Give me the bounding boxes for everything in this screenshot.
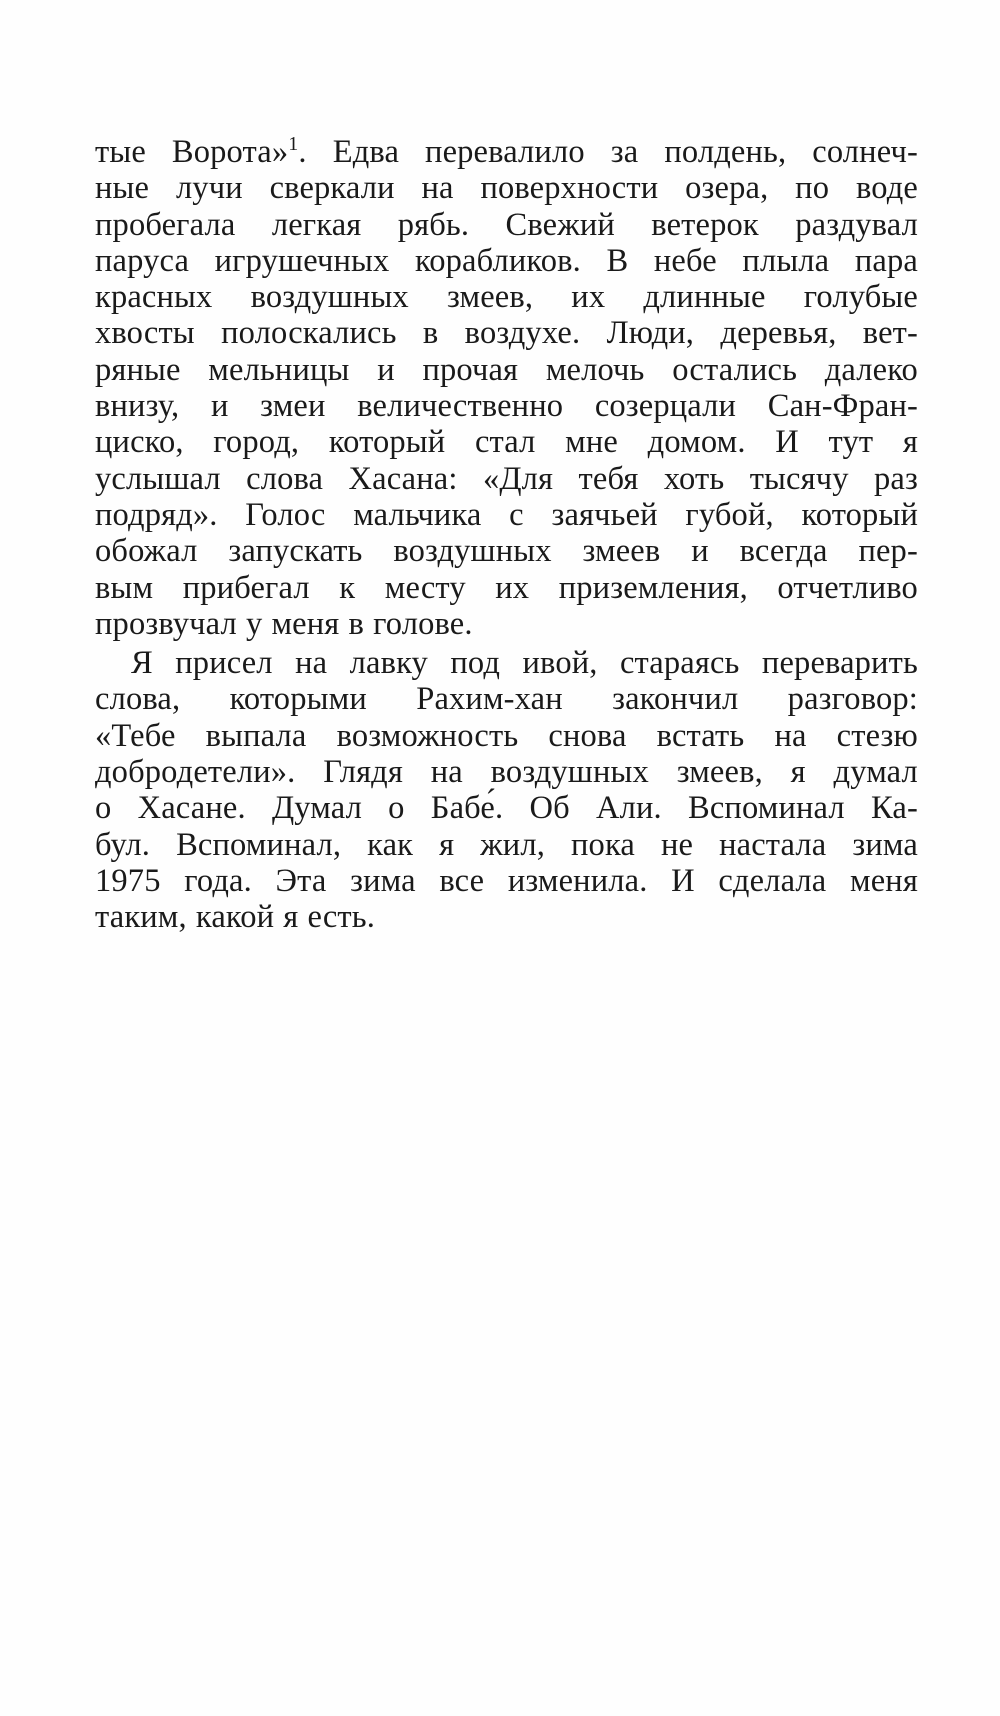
word: таким, bbox=[95, 899, 187, 936]
text-line bbox=[95, 570, 918, 606]
text-line bbox=[95, 827, 918, 863]
word: стал bbox=[474, 424, 536, 461]
word: выпала bbox=[205, 717, 307, 754]
text-line bbox=[95, 863, 918, 899]
word: встать bbox=[656, 717, 745, 754]
word: раз bbox=[874, 460, 918, 497]
text-line bbox=[95, 533, 918, 569]
word: в bbox=[422, 315, 439, 352]
word: с bbox=[509, 496, 524, 533]
word: Об bbox=[529, 790, 570, 827]
word: хвосты bbox=[95, 315, 195, 352]
word: все bbox=[439, 862, 485, 899]
word: губой, bbox=[685, 496, 774, 533]
word: обожал bbox=[95, 533, 198, 570]
word: воздушных bbox=[250, 279, 409, 316]
word: меня bbox=[850, 862, 918, 899]
text-line bbox=[95, 497, 918, 533]
word: Бабе́. bbox=[430, 790, 504, 827]
word: как bbox=[367, 826, 414, 863]
word: ные bbox=[95, 170, 150, 207]
word: рябь. bbox=[397, 206, 470, 243]
word: который bbox=[801, 496, 918, 533]
word: красных bbox=[95, 279, 213, 316]
word: величественно bbox=[357, 388, 564, 425]
text-line bbox=[95, 645, 918, 681]
bleed-through-ghost-text bbox=[450, 1005, 458, 1039]
word: воздушных bbox=[393, 533, 552, 570]
word: В bbox=[606, 242, 629, 279]
word: заячьей bbox=[551, 496, 658, 533]
word: пока bbox=[571, 826, 635, 863]
word: Голос bbox=[245, 496, 326, 533]
word: ветерок bbox=[651, 206, 759, 243]
footnote-marker: 1 bbox=[288, 133, 299, 155]
word: пара bbox=[854, 242, 918, 279]
word: солнеч- bbox=[812, 134, 918, 170]
word: ивой, bbox=[522, 645, 598, 682]
word: созерцали bbox=[594, 388, 737, 425]
word: сделала bbox=[718, 862, 827, 899]
word: изменила. bbox=[507, 862, 648, 899]
word: корабликов. bbox=[414, 242, 581, 279]
text-line bbox=[95, 899, 918, 935]
text-line bbox=[95, 754, 918, 790]
word: на bbox=[421, 170, 454, 207]
book-page-text bbox=[95, 134, 918, 936]
word: переварить bbox=[761, 645, 918, 682]
word: зима bbox=[350, 862, 416, 899]
word: за bbox=[610, 134, 639, 170]
word: Сан-Фран- bbox=[767, 388, 918, 425]
word: на bbox=[774, 717, 807, 754]
word: прочая bbox=[422, 351, 519, 388]
text-line bbox=[95, 718, 918, 754]
text-line bbox=[95, 606, 918, 642]
word: отчетливо bbox=[777, 569, 918, 606]
word: пер- bbox=[858, 533, 918, 570]
word: Эта bbox=[275, 862, 327, 899]
text-line bbox=[95, 681, 918, 717]
word: Думал bbox=[271, 790, 362, 827]
word: перевалило bbox=[425, 134, 585, 170]
word: далеко bbox=[824, 351, 918, 388]
word: полдень, bbox=[664, 134, 787, 170]
word: на bbox=[430, 754, 463, 791]
word: озера, bbox=[685, 170, 769, 207]
word: мельницы bbox=[208, 351, 350, 388]
word: и bbox=[210, 388, 229, 425]
word: длинные bbox=[643, 279, 766, 316]
word: Рахим-хан bbox=[416, 681, 563, 718]
word: паруса bbox=[95, 242, 190, 279]
word: тые bbox=[95, 134, 146, 170]
word: Али. bbox=[596, 790, 662, 827]
word: воздушных bbox=[490, 754, 649, 791]
word: Ворота»$^1$. bbox=[171, 133, 307, 170]
word: змеев bbox=[582, 533, 661, 570]
word: стараясь bbox=[619, 645, 740, 682]
word: о bbox=[388, 790, 405, 827]
word: Едва bbox=[332, 134, 400, 170]
word: бул. bbox=[95, 826, 151, 863]
word: о bbox=[95, 790, 112, 827]
word: хоть bbox=[663, 460, 725, 497]
word: легкая bbox=[271, 206, 362, 243]
word: сверкали bbox=[269, 170, 395, 207]
text-line bbox=[95, 315, 918, 351]
word: закончил bbox=[612, 681, 739, 718]
word: Хасане. bbox=[137, 790, 246, 827]
text-line bbox=[95, 352, 918, 388]
text-line bbox=[95, 279, 918, 315]
word: слова bbox=[246, 460, 324, 497]
word: ряные bbox=[95, 351, 181, 388]
word: присел bbox=[175, 645, 273, 682]
word: И bbox=[671, 862, 695, 899]
word: и bbox=[377, 351, 395, 388]
word: Люди, bbox=[606, 315, 695, 352]
word: вым bbox=[95, 569, 154, 606]
text-line bbox=[95, 207, 918, 243]
word: меня bbox=[271, 605, 340, 642]
word: настала bbox=[719, 826, 827, 863]
word: змеев, bbox=[676, 754, 763, 791]
word: 1975 bbox=[95, 862, 161, 899]
word: город, bbox=[213, 424, 300, 461]
word: какой bbox=[195, 899, 275, 936]
word: деревья, bbox=[720, 315, 837, 352]
word: приземления, bbox=[558, 569, 748, 606]
word: домом. bbox=[647, 424, 746, 461]
text-line bbox=[95, 424, 918, 460]
word: небе bbox=[653, 242, 717, 279]
word: возможность bbox=[336, 717, 519, 754]
word: на bbox=[295, 645, 328, 682]
word: воздухе. bbox=[464, 315, 581, 352]
word: запускать bbox=[228, 533, 363, 570]
word: добродетели». bbox=[95, 754, 296, 791]
word: не bbox=[660, 826, 694, 863]
word: лавку bbox=[349, 645, 428, 682]
word: всегда bbox=[739, 533, 828, 570]
word: я bbox=[283, 899, 299, 936]
text-line bbox=[95, 170, 918, 206]
paragraph bbox=[95, 134, 918, 642]
word: игрушечных bbox=[214, 242, 390, 279]
text-line bbox=[95, 134, 918, 170]
word: услышал bbox=[95, 460, 221, 497]
word: полоскались bbox=[221, 315, 397, 352]
word: жил, bbox=[480, 826, 545, 863]
word: остались bbox=[672, 351, 798, 388]
word: Хасана: bbox=[348, 460, 458, 497]
word: плыла bbox=[742, 242, 830, 279]
word: Свежий bbox=[505, 206, 615, 243]
word: пробегала bbox=[95, 206, 236, 243]
word: к bbox=[339, 569, 356, 606]
word: слова, bbox=[95, 681, 181, 718]
word: мальчика bbox=[353, 496, 482, 533]
word: я bbox=[902, 424, 918, 461]
word: раздувал bbox=[795, 206, 918, 243]
word: прибегал bbox=[182, 569, 310, 606]
text-line bbox=[95, 243, 918, 279]
word: в bbox=[348, 605, 364, 642]
text-line bbox=[95, 790, 918, 826]
word: разговор: bbox=[787, 681, 918, 718]
word: подряд». bbox=[95, 496, 218, 533]
word: стезю bbox=[836, 717, 918, 754]
word: тебя bbox=[578, 460, 639, 497]
word: змеев, bbox=[446, 279, 534, 316]
word: «Для bbox=[482, 460, 554, 497]
word: лучи bbox=[175, 170, 243, 207]
word: года. bbox=[184, 862, 252, 899]
word: их bbox=[571, 279, 606, 316]
paragraph bbox=[95, 645, 918, 935]
text-line bbox=[95, 461, 918, 497]
word: тут bbox=[828, 424, 874, 461]
word: думал bbox=[833, 754, 918, 791]
word: зима bbox=[852, 826, 918, 863]
word: по bbox=[795, 170, 830, 207]
text-line bbox=[95, 388, 918, 424]
word: который bbox=[328, 424, 446, 461]
word: которыми bbox=[229, 681, 367, 718]
word: под bbox=[450, 645, 501, 682]
word: Я bbox=[131, 645, 153, 682]
word: у bbox=[245, 605, 263, 642]
word: есть. bbox=[307, 899, 376, 936]
word: Глядя bbox=[323, 754, 403, 791]
word: я bbox=[790, 754, 806, 791]
word: голубые bbox=[803, 279, 918, 316]
word: Ка- bbox=[870, 790, 918, 827]
word: вет- bbox=[862, 315, 918, 352]
word: мелочь bbox=[545, 351, 645, 388]
word: снова bbox=[548, 717, 627, 754]
word: я bbox=[439, 826, 455, 863]
word: Вспоминал, bbox=[176, 826, 342, 863]
word: змеи bbox=[260, 388, 326, 425]
word: мне bbox=[565, 424, 619, 461]
word: внизу, bbox=[95, 388, 180, 425]
word: циско, bbox=[95, 424, 184, 461]
word: и bbox=[691, 533, 709, 570]
word: месту bbox=[384, 569, 466, 606]
word: тысячу bbox=[749, 460, 849, 497]
word: их bbox=[495, 569, 530, 606]
word: прозвучал bbox=[95, 605, 237, 642]
word: «Тебе bbox=[95, 717, 176, 754]
word: И bbox=[775, 424, 799, 461]
word: воде bbox=[855, 170, 918, 207]
word: поверхности bbox=[480, 170, 659, 207]
word: Вспоминал bbox=[688, 790, 845, 827]
word: голове. bbox=[373, 605, 473, 642]
